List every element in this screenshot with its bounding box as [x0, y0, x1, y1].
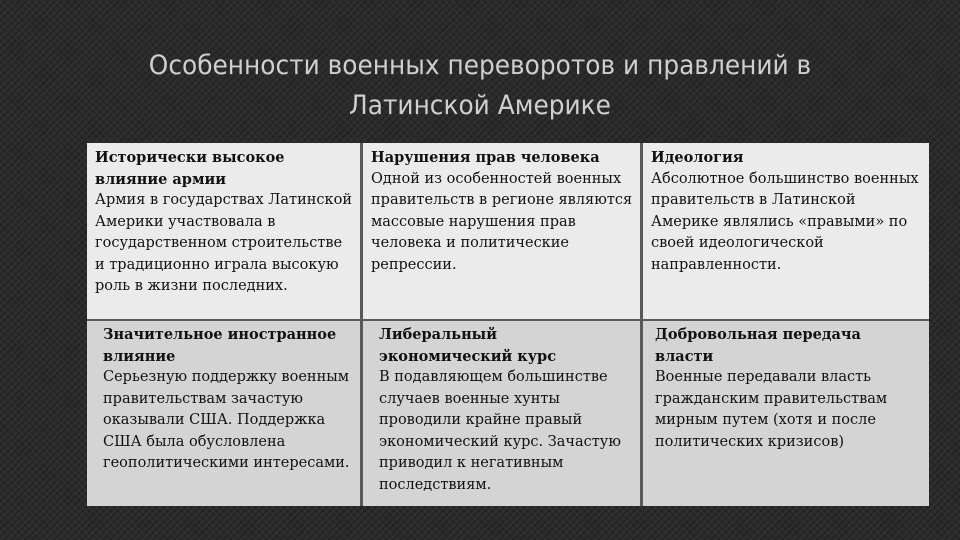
table-cell-ideology	[643, 143, 929, 320]
cell-text: В подавляющем большинстве случаев военные хунты проводили крайне правый экономический курс. Зачастую приводил к негативным последствиям.	[379, 369, 621, 493]
cell-text: Армия в государствах Латинской Америки участвовала в государственном строительстве и традиционно играла высокую роль в жизни последних.	[95, 192, 352, 294]
row-divider	[87, 319, 929, 321]
column-divider	[360, 143, 363, 506]
cell-text: Военные передавали власть гражданским правительствам мирным путем (хотя и после политических кризисов)	[655, 369, 888, 450]
slide-title-line-1: Особенности военных переворотов и правлений в	[148, 50, 812, 81]
column-divider	[640, 143, 643, 506]
cell-text: Абсолютное большинство военных правительств в Латинской Америке являлись «правыми» по своей идеологической направленности.	[651, 170, 919, 273]
slide-title-line-2: Латинской Америке	[349, 90, 611, 121]
cell-text: Одной из особенностей военных правительств в регионе являются массовые нарушения прав человека и политические репрессии.	[371, 170, 633, 273]
cell-heading: Добровольная передача власти	[655, 326, 861, 365]
table-cell-foreign-influence	[87, 320, 360, 506]
cell-heading: Значительное иностранное влияние	[103, 326, 337, 365]
slide-title	[112, 46, 848, 126]
table-cell-power-transfer	[643, 320, 929, 506]
table-cell-army-influence	[87, 143, 360, 320]
table-cell-human-rights	[363, 143, 640, 320]
cell-heading: Идеология	[651, 149, 744, 166]
cell-heading: Исторически высокое влияние армии	[95, 149, 285, 188]
cell-heading: Либеральный экономический курс	[379, 326, 557, 365]
cell-heading: Нарушения прав человека	[371, 149, 600, 166]
table-cell-economic-course	[363, 320, 640, 506]
cell-text: Серьезную поддержку военным правительствам зачастую оказывали США. Поддержка США была обусловлена геополитическими интересами.	[103, 369, 350, 471]
